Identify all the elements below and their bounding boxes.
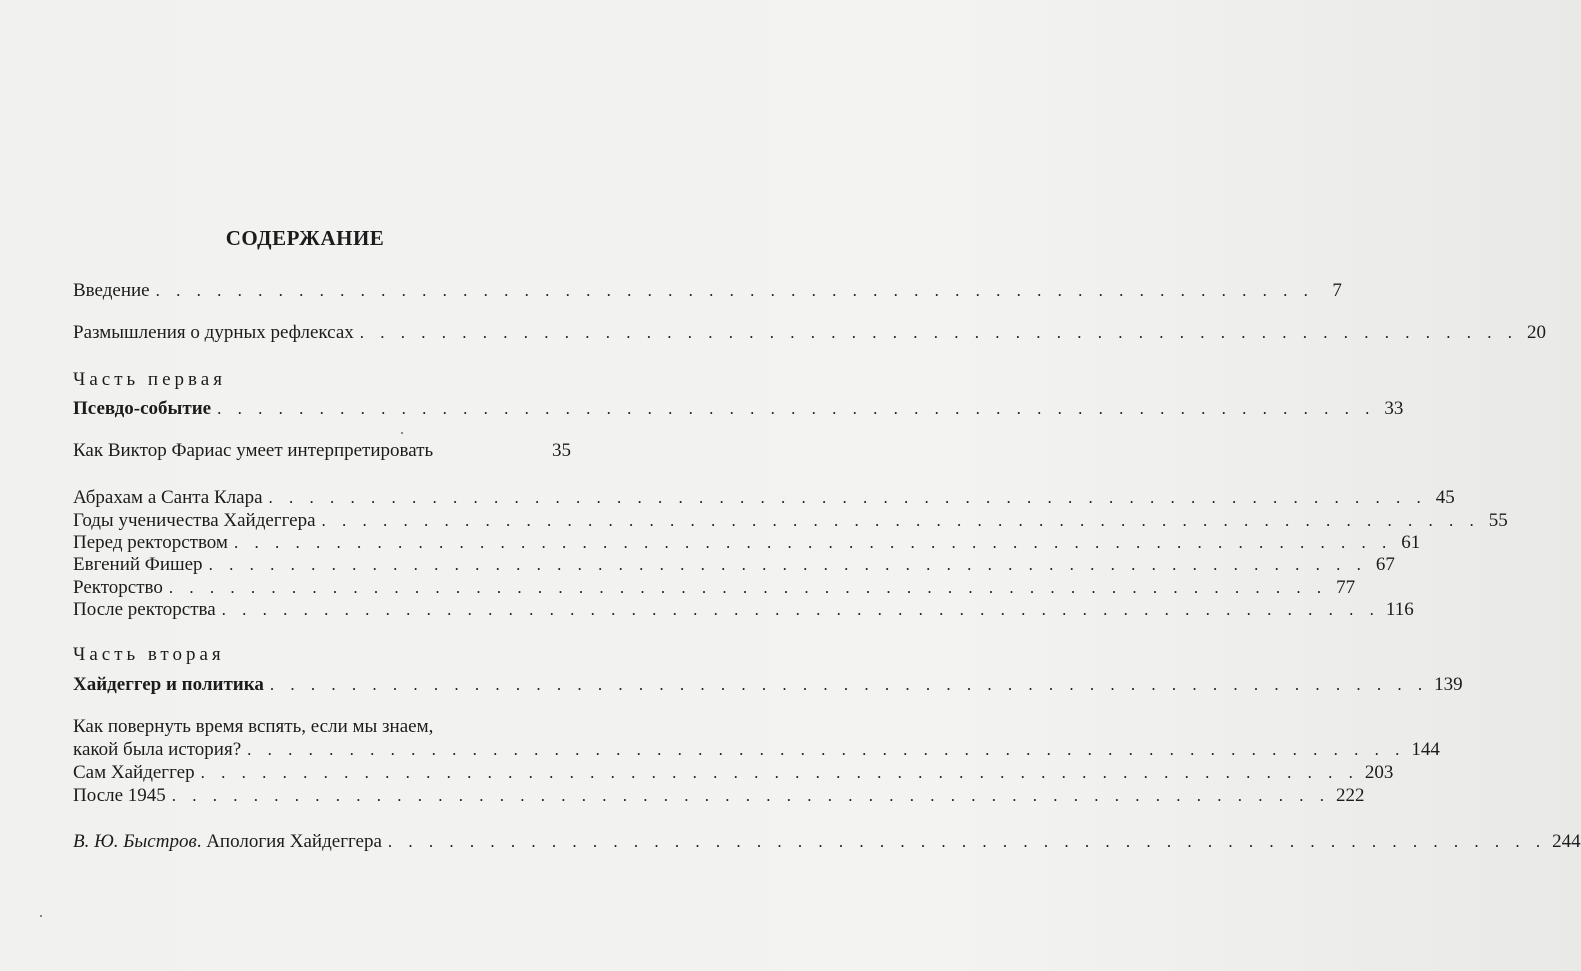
page-number: 77	[1336, 577, 1356, 598]
entry-title: Сам Хайдеггер	[73, 762, 195, 783]
entry-title: Годы ученичества Хайдеггера	[73, 510, 316, 531]
entry-title: После ректорства	[73, 599, 216, 620]
page-number: 116	[1385, 599, 1414, 620]
dot-leader: . . . . . . . . . . . . . . . . . . . . . . . . . . . . . . . . . . . . . . . . . . . . . . . . . . . . . . . . .	[269, 675, 1429, 694]
toc-entry	[73, 438, 571, 464]
dot-leader: . . . . . . . . . . . . . . . . . . . . . . . . . . . . . . . . . . . . . . . . . . . . . . . . . . . . . . . . .	[387, 832, 1547, 851]
dot-leader: . . . . . . . . . . . . . . . . . . . . . . . . . . . . . . . . . . . . . . . . . . . . . . . . . . . . . . . . .	[217, 399, 1376, 418]
page-number: 244	[1552, 831, 1581, 852]
entry-title: Перед ректорством	[73, 532, 228, 553]
entry-title: Размышления о дурных рефлексах	[73, 322, 354, 343]
author-separator: .	[196, 831, 202, 852]
page-number: 139	[1434, 674, 1463, 695]
page-number: 20	[1527, 322, 1547, 343]
dot-leader: . . . . . . . . . . . . . . . . . . . . . . . . . . . . . . . . . . . . . . . . . . . . . . . . . . . . . . . . .	[168, 578, 1328, 597]
dot-leader: . . . . . . . . . . . . . . . . . . . . . . . . . . . . . . . . . . . . . . . . . . . . . . . . . . . . . . . . .	[233, 533, 1393, 552]
entry-title: После 1945	[73, 785, 166, 806]
dot-leader: . . . . . . . . . . . . . . . . . . . . . . . . . . . . . . . . . . . . . . . . . . . . . . . . . . . . . . . . .	[221, 600, 1380, 619]
page-number: 203	[1364, 762, 1394, 783]
entry-title: Евгений Фишер	[73, 554, 203, 575]
dot-leader: . . . . . . . . . . . . . . . . . . . . . . . . . . . . . . . . . . . . . . . . . . . . . . . . . . . . . . . . .	[268, 488, 1427, 507]
part-heading: Часть вторая	[73, 644, 225, 665]
dot-leader: . . . . . . . . . . . . . . . . . . . . . . . . . . . . . . . . . . . . . . . . . . . . . . . . . . . . . . . . .	[321, 511, 1480, 530]
toc-entry	[73, 597, 1414, 623]
page-number: 144	[1411, 739, 1440, 760]
entry-title: Как Виктор Фариас умеет интерпретировать	[73, 440, 434, 461]
dot-leader: . . . . . . . . . . . . . . . . . . . . . . . . . . . . . . . . . . . . . . . . . . . . . . . . . . . . . . . . .	[171, 786, 1331, 805]
page-number: 33	[1384, 398, 1404, 419]
paper-speck	[40, 915, 42, 917]
entry-title: какой была история?	[73, 739, 242, 760]
page-number: 7	[1332, 280, 1342, 301]
dot-leader: . . . . . . . . . . . . . . . . . . . . . . . . . . . . . . . . . . . . . . . . . . . . . . . . . . . . . . . . .	[247, 740, 1406, 759]
toc-entry	[73, 829, 1581, 855]
entry-title: Псевдо-событие	[73, 398, 212, 419]
dot-leader: . . . . . . . . . . . . . . . . . . . . . . . . . . . . . . . . . . . . . . . . . . . . . . . . . . . . . . . . .	[200, 763, 1359, 782]
entry-title	[73, 829, 382, 855]
dot-leader: . . . . . . . . . . . . . . . . . . . . . . . . . . . . . . . . . . . . . . . . . . . . . . . . . . . . . . . . .	[208, 555, 1367, 574]
part-heading: Часть первая	[73, 369, 226, 390]
paper-speck	[401, 432, 403, 434]
page-number: 61	[1401, 532, 1421, 553]
entry-title: Введение	[73, 280, 150, 301]
page-number: 222	[1336, 785, 1365, 806]
entry-title: Хайдеггер и политика	[73, 674, 264, 695]
dot-leader: . . . . . . . . . . . . . . . . . . . . . . . . . . . . . . . . . . . . . . . . . . . . . . . . . . . . . . . . .	[155, 281, 1314, 300]
entry-title: Ректорство	[73, 577, 163, 598]
toc-entry	[73, 396, 1404, 422]
entry-title-text: Апология Хайдеггера	[201, 831, 382, 852]
toc-entry	[73, 278, 1342, 304]
page-number: 67	[1375, 554, 1395, 575]
page-number: 45	[1435, 487, 1455, 508]
entry-author: В. Ю. Быстров	[73, 831, 197, 852]
page-number: 35	[552, 440, 571, 461]
entry-title: Абрахам а Санта Клара	[73, 487, 263, 508]
entry-title: Как повернуть время вспять, если мы знаем,	[73, 716, 434, 737]
toc-entry	[73, 783, 1365, 809]
dot-leader: . . . . . . . . . . . . . . . . . . . . . . . . . . . . . . . . . . . . . . . . . . . . . . . . . . . . . . . . .	[359, 323, 1519, 342]
page-title: СОДЕРЖАНИЕ	[225, 226, 385, 250]
page-number: 55	[1488, 510, 1508, 531]
toc-entry	[73, 320, 1547, 346]
toc-entry	[73, 672, 1463, 698]
